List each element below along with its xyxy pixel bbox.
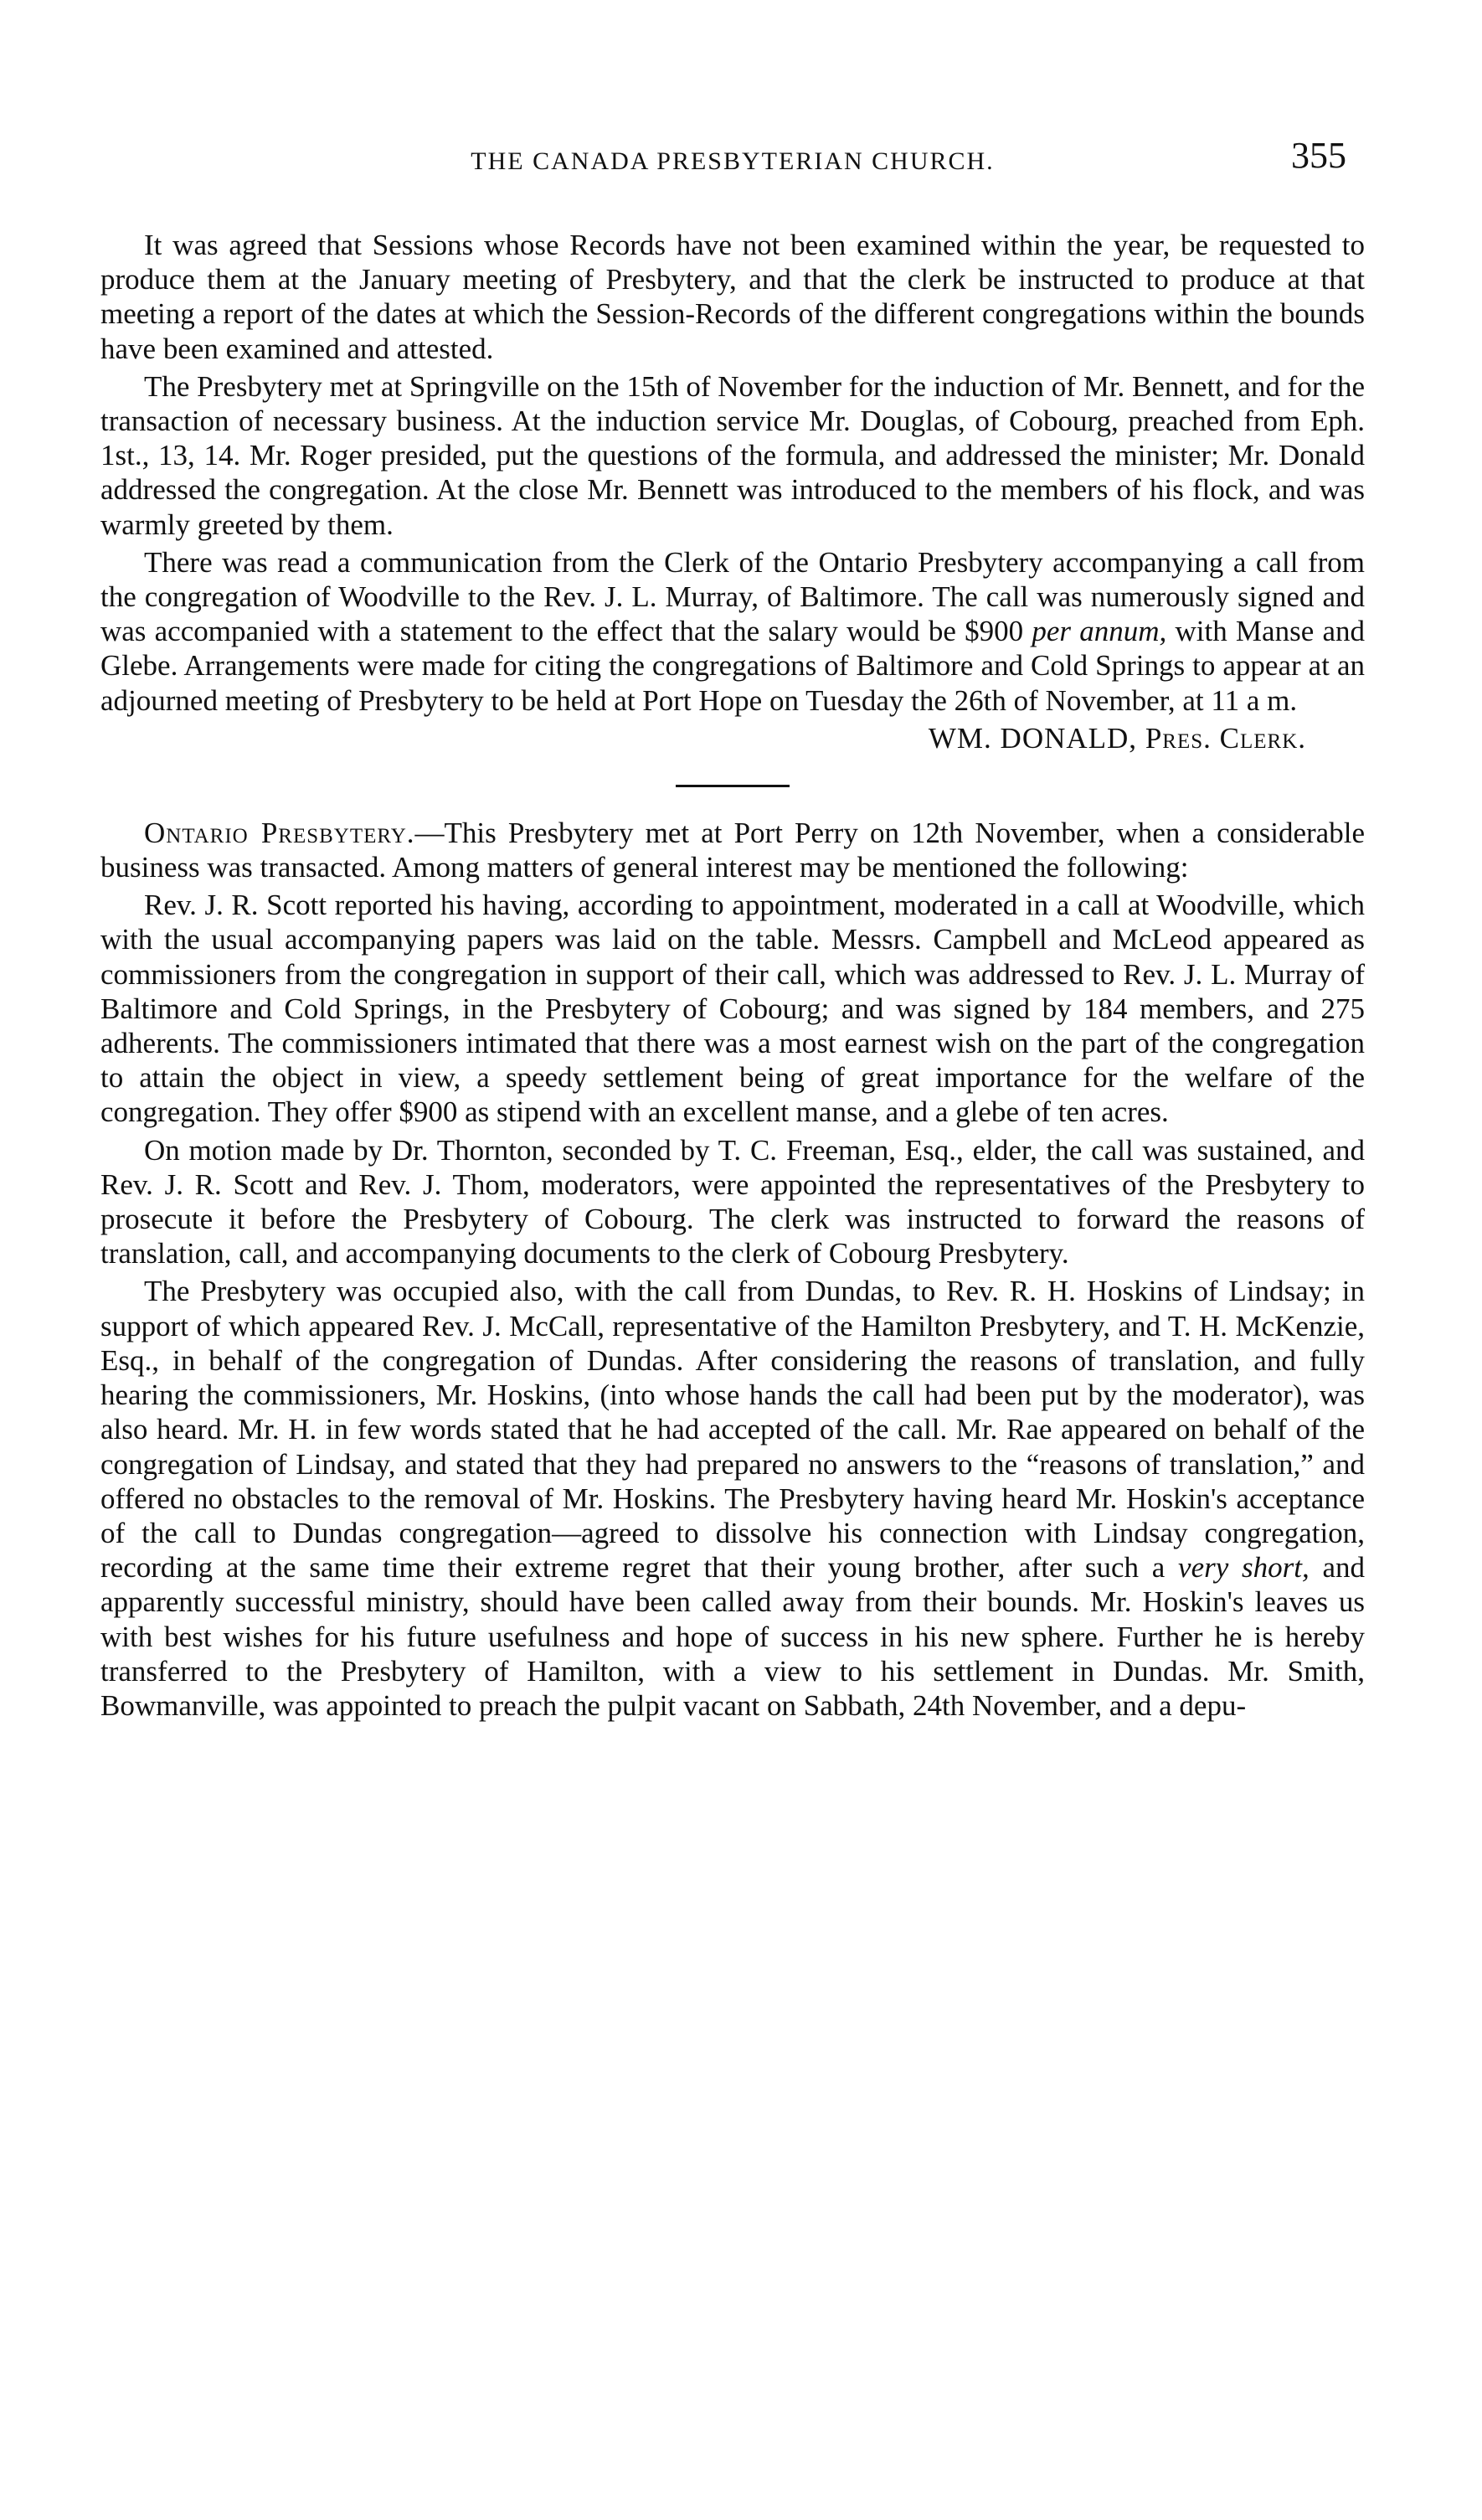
paragraph-sessions-records: It was agreed that Sessions whose Records have not been examined within the year, be requested to produce them at the January meeting of Presbytery, and that the clerk be instructed to produce at that meeting a report of the dates at which the Session-Records of the different congregations within the bounds have been examined and attested. bbox=[100, 229, 1365, 365]
running-head bbox=[100, 126, 1365, 184]
signature-title: Pres. Clerk. bbox=[1145, 721, 1306, 755]
signature bbox=[100, 721, 1306, 756]
paragraph-springville-induction: The Presbytery met at Springville on the 15th of November for the induction of Mr. Bennett, and for the transaction of necessary business. At the induction service Mr. Douglas, of Cobourg, preached from Eph. 1st., 13, 14. Mr. Roger presided, put the questions of the formula, and addressed the minister; Mr. Donald addressed the congregation. At the close Mr. Bennett was introduced to the members of his flock, and was warmly greeted by them. bbox=[100, 369, 1366, 541]
paragraph-text: —This Presbytery met at Port Perry on 12th November, when a considerable business was transacted. Among matters of general interest may be mentioned the following: bbox=[100, 816, 1365, 884]
paragraph-text: with Manse and Glebe. Arrangements were made for citing the congregations of Baltimore and Cold Springs to appear at an adjourned meeting of Presbytery to be held at Port Hope on Tuesday the 26th of November, at 11 a m. bbox=[100, 615, 1365, 717]
paragraph-thornton-motion: On motion made by Dr. Thornton, seconded by T. C. Freeman, Esq., elder, the call was sustained, and Rev. J. R. Scott and Rev. J. Thom, moderators, were appointed the representatives of the Presbytery to prosecute it before the Presbytery of Cobourg. The clerk was instructed to forward the reasons of translation, call, and accompanying documents to the clerk of Cobourg Presbytery. bbox=[100, 1133, 1365, 1270]
italic-phrase: per annum, bbox=[1032, 615, 1167, 648]
page bbox=[100, 126, 1365, 1726]
paragraph-woodville-call bbox=[100, 545, 1365, 718]
paragraph-text: There was read a communication from the Clerk of the Ontario Presbytery accompanying a call from the congregation of Woodville to the Rev. J. L. Murray, of Baltimore. The call was numerously signed and was accompanied with a statement to the effect that the salary would be $900 bbox=[100, 545, 1365, 648]
section-divider bbox=[676, 785, 790, 787]
page-number: 355 bbox=[1291, 135, 1346, 176]
italic-phrase: very short, bbox=[1178, 1551, 1310, 1585]
running-title: THE CANADA PRESBYTERIAN CHURCH. bbox=[471, 147, 995, 175]
paragraph-dundas-call bbox=[100, 1274, 1365, 1723]
section-heading: Ontario Presbytery. bbox=[144, 816, 415, 849]
paragraph-ontario-presbytery bbox=[100, 816, 1365, 884]
signature-name: WM. DONALD, bbox=[928, 721, 1138, 755]
paragraph-text: and apparently successful ministry, should have been called away from their bounds. Mr. Hoskin's leaves us with best wishes for his future usefulness and hope of success in his new sphere. Further he is hereby transferred to the Presbytery of Hamilton, with a view to his settlement in Dundas. Mr. Smith, Bowmanville, was appointed to preach the pulpit vacant on Sabbath, 24th November, and a depu- bbox=[100, 1551, 1365, 1722]
paragraph-text: The Presbytery was occupied also, with the call from Dundas, to Rev. R. H. Hoskins of Lindsay; in support of which appeared Rev. J. McCall, representative of the Hamilton Presbytery, and T. H. McKenzie, Esq., in behalf of the congregation of Dundas. After considering the reasons of translation, and fully hearing the commissioners, Mr. Hoskins, (into whose hands the call had been put by the moderator), was also heard. Mr. H. in few words stated that he had accepted of the call. Mr. Rae appeared on behalf of the congregation of Lindsay, and stated that they had prepared no answers to the “reasons of translation,” and offered no obstacles to the removal of Mr. Hoskins. The Presbytery having heard Mr. Hoskin's acceptance of the call to Dundas congregation—agreed to dissolve his connection with Lindsay congregation, recording at the same time their extreme regret that their young brother, after such a bbox=[100, 1275, 1365, 1585]
paragraph-scott-report: Rev. J. R. Scott reported his having, according to appointment, moderated in a call at Woodville, which with the usual accompanying papers was laid on the table. Messrs. Campbell and McLeod appeared as commissioners from the congregation in support of their call, which was addressed to Rev. J. L. Murray of Baltimore and Cold Springs, in the Presbytery of Cobourg; and was signed by 184 members, and 275 adherents. The commissioners intimated that there was a most earnest wish on the part of the congregation to attain the object in view, a speedy settlement being of great importance for the welfare of the congregation. They offer $900 as stipend with an excellent manse, and a glebe of ten acres. bbox=[100, 889, 1365, 1129]
